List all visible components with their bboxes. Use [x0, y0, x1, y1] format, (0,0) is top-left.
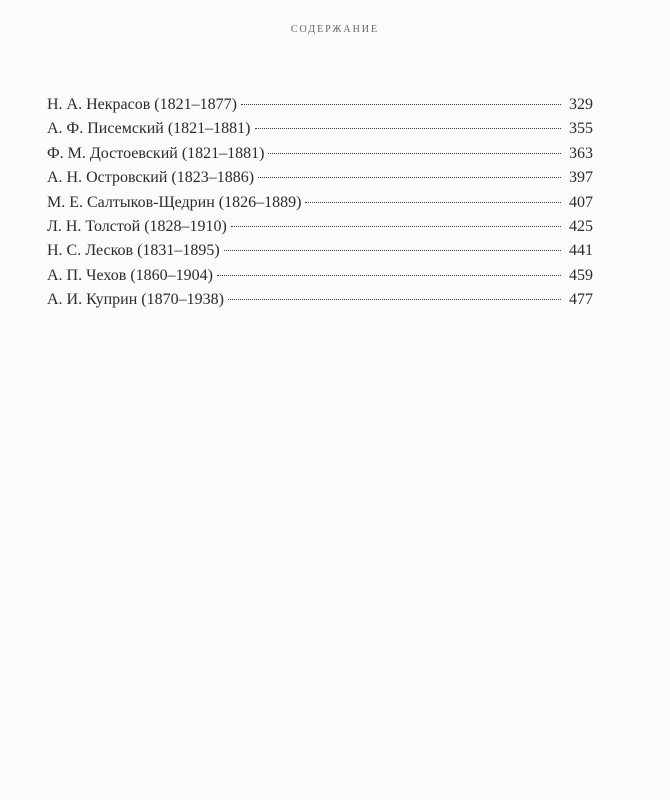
toc-entry-page: 425 — [569, 217, 593, 235]
toc-dot-leader — [217, 275, 561, 276]
toc-dot-leader — [224, 250, 561, 251]
toc-entry — [47, 142, 593, 166]
toc-entry — [47, 191, 593, 215]
toc-entry-title: А. П. Чехов (1860–1904) — [47, 266, 213, 284]
toc-entry-page: 355 — [569, 120, 593, 138]
toc-entry-title: Н. А. Некрасов (1821–1877) — [47, 96, 237, 113]
toc-entry-title: А. Н. Островский (1823–1886) — [47, 169, 255, 187]
toc-dot-leader — [258, 177, 561, 178]
table-of-contents — [47, 93, 593, 313]
toc-entry-page: 329 — [569, 96, 593, 113]
toc-entry-page: 407 — [569, 193, 593, 211]
toc-entry — [47, 166, 593, 190]
toc-entry — [47, 215, 593, 239]
toc-entry-page: 477 — [569, 291, 593, 309]
toc-entry — [47, 117, 593, 141]
toc-dot-leader — [228, 299, 561, 300]
toc-entry-page: 397 — [569, 169, 593, 187]
toc-entry-title: Ф. М. Достоевский (1821–1881) — [47, 144, 265, 162]
toc-entry-page: 459 — [569, 266, 593, 284]
toc-entry-title: Н. С. Лесков (1831–1895) — [47, 242, 220, 260]
toc-entry-page: 363 — [569, 144, 593, 162]
toc-entry — [47, 264, 593, 288]
toc-entry — [47, 239, 593, 263]
toc-entry — [47, 288, 593, 312]
toc-dot-leader — [305, 202, 561, 203]
running-head: СОДЕРЖАНИЕ — [290, 24, 380, 35]
toc-entry-title: М. Е. Салтыков-Щедрин (1826–1889) — [47, 193, 302, 211]
toc-dot-leader — [231, 226, 561, 227]
toc-entry-page: 441 — [569, 242, 593, 260]
toc-dot-leader — [255, 128, 562, 129]
toc-entry-title: Л. Н. Толстой (1828–1910) — [47, 217, 227, 235]
toc-dot-leader — [268, 153, 561, 154]
toc-entry — [47, 93, 593, 117]
toc-entry-title: А. Ф. Писемский (1821–1881) — [47, 120, 251, 138]
toc-dot-leader — [241, 104, 561, 105]
toc-entry-title: А. И. Куприн (1870–1938) — [47, 291, 224, 309]
